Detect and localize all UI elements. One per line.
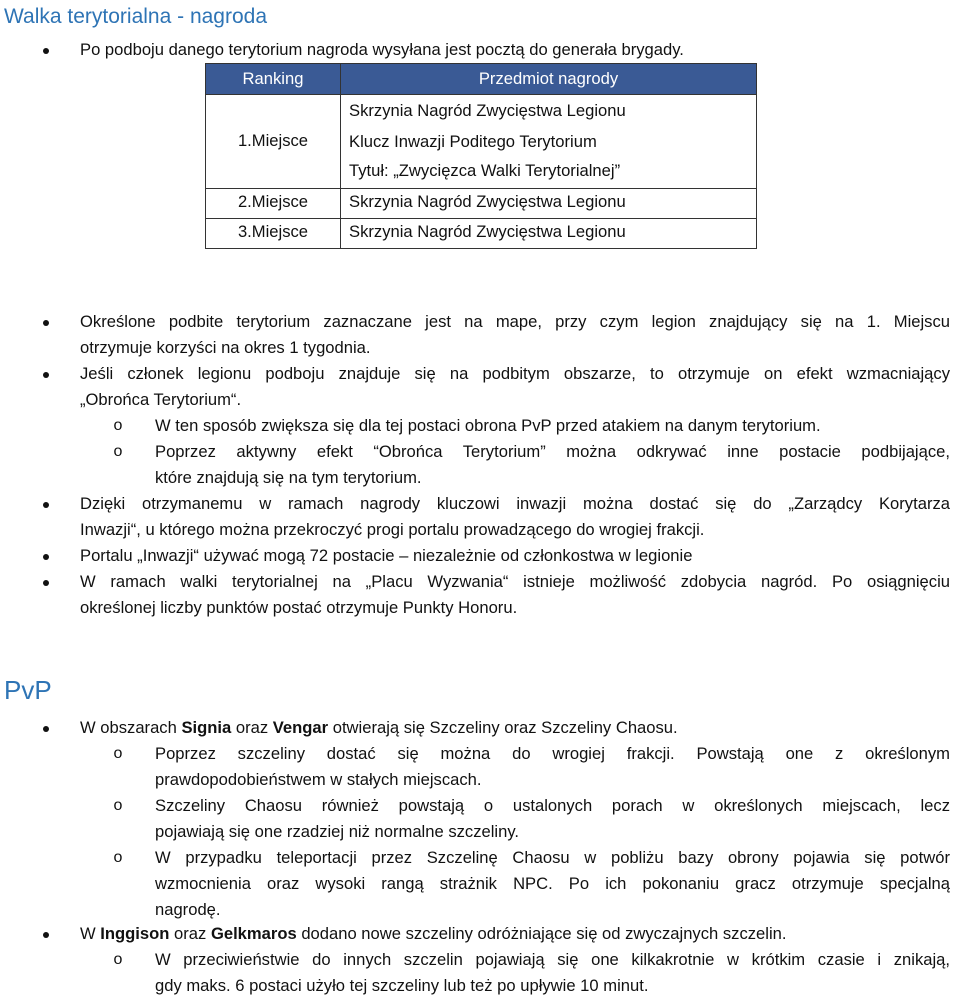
- paragraph-line: Szczeliny Chaosu również powstają o ustalonych porach w określonych miejscach, lecz: [155, 796, 950, 815]
- rank-cell: [206, 95, 341, 189]
- table-row: [206, 219, 757, 249]
- header-prize: Przedmiot nagrody: [341, 64, 757, 95]
- sub-bullet-icon: o: [113, 951, 123, 968]
- text-run: dodano nowe szczeliny odróżniające się od zwyczajnych szczelin.: [296, 924, 787, 943]
- list-item-rifts: [80, 715, 950, 741]
- paragraph-line: Jeśli członek legionu podboju znajduje się na podbitym obszarze, to otrzymuje on efekt wzmacniający: [80, 364, 950, 383]
- prize-item: Skrzynia Nagród Zwycięstwa Legionu: [349, 101, 626, 120]
- prize-item: Skrzynia Nagród Zwycięstwa Legionu: [341, 219, 757, 249]
- rank-label: 1.Miejsce: [237, 131, 309, 150]
- paragraph-line: wzmocnienia oraz wysoki rangą strażnik NPC. Po ich pokonaniu gracz otrzymuje specjalną: [155, 874, 950, 893]
- sub-item-chaos-rifts: [113, 793, 950, 845]
- sub-item-pvp-defense: [113, 413, 950, 439]
- sub-bullet-icon: o: [113, 417, 123, 434]
- sub-item-discover: [113, 439, 950, 491]
- text-run: otwierają się Szczeliny oraz Szczeliny Chaosu.: [328, 718, 678, 737]
- paragraph-line: W przypadku teleportacji przez Szczelinę Chaosu w pobliżu bazy obrony pojawia się potwór: [155, 848, 950, 867]
- prize-cell: [341, 95, 757, 189]
- place-vengar: Vengar: [272, 718, 329, 737]
- prize-item: Tytuł: „Zwycięzca Walki Terytorialnej”: [349, 161, 621, 180]
- paragraph-line: Poprzez szczeliny dostać się można do wrogiej frakcji. Powstają one z określonym: [155, 744, 950, 763]
- paragraph-line: nagrodę.: [155, 900, 221, 919]
- place-inggison: Inggison: [100, 924, 170, 943]
- sub-bullet-icon: o: [113, 745, 123, 762]
- prize-item: Skrzynia Nagród Zwycięstwa Legionu: [341, 189, 757, 219]
- list-item-invasion-key: [80, 491, 950, 543]
- sub-bullet-icon: o: [113, 797, 123, 814]
- paragraph-line: Portalu „Inwazji“ używać mogą 72 postacie – niezależnie od członkostwa w legionie: [80, 546, 693, 565]
- prize-item: Klucz Inwazji Poditego Terytorium: [349, 132, 597, 151]
- paragraph-line: [80, 715, 950, 741]
- section-title-pvp: PvP: [4, 675, 52, 705]
- rank-cell: 2.Miejsce: [206, 189, 341, 219]
- text-run: oraz: [231, 718, 273, 737]
- text-run: oraz: [169, 924, 211, 943]
- list-item-challenge-square: [80, 569, 950, 621]
- bullet-icon: [40, 309, 52, 335]
- bullet-icon: [40, 921, 52, 947]
- paragraph-line: prawdopodobieństwem w stałych miejscach.: [155, 770, 482, 789]
- bullet-icon: [40, 715, 52, 741]
- list-item-portal: [80, 543, 950, 569]
- sub-bullet-icon: o: [113, 849, 123, 866]
- text-run: W obszarach: [80, 718, 182, 737]
- bullet-icon: [40, 37, 52, 63]
- place-gelkmaros: Gelkmaros: [210, 924, 297, 943]
- paragraph-line: W ten sposób zwiększa się dla tej postaci obrona PvP przed atakiem na danym terytorium.: [155, 416, 821, 435]
- sub-bullet-icon: o: [113, 443, 123, 460]
- paragraph-line: otrzymuje korzyści na okres 1 tygodnia.: [80, 338, 371, 357]
- paragraph-line: gdy maks. 6 postaci użyło tej szczeliny lub też po upływie 10 minut.: [155, 976, 649, 995]
- paragraph-line: Poprzez aktywny efekt “Obrońca Terytorium” można odkrywać inne postacie podbijające,: [155, 442, 950, 461]
- paragraph-line: pojawiają się one rzadziej niż normalne szczeliny.: [155, 822, 520, 841]
- paragraph-line: W ramach walki terytorialnej na „Placu Wyzwania“ istnieje możliwość zdobycia nagród. Po osiągnięciu: [80, 572, 950, 591]
- paragraph-line: które znajdują się na tym terytorium.: [155, 468, 422, 487]
- table-row: [206, 95, 757, 189]
- sub-item-rift-access: [113, 741, 950, 793]
- paragraph-line: określonej liczby punktów postać otrzymuje Punkty Honoru.: [80, 598, 518, 617]
- paragraph-line: [80, 921, 950, 947]
- list-item-territory-marking: [80, 309, 950, 361]
- place-signia: Signia: [181, 718, 232, 737]
- rewards-table: [205, 63, 757, 249]
- paragraph-line: Dzięki otrzymanemu w ramach nagrody kluczowi inwazji można dostać się do „Zarządcy Korytarza: [80, 494, 950, 513]
- intro-text: Po podboju danego terytorium nagroda wysyłana jest pocztą do generała brygady.: [80, 40, 684, 59]
- list-item-intro: [80, 37, 950, 63]
- table-header-row: [206, 64, 757, 95]
- bullet-icon: [40, 491, 52, 517]
- sub-item-teleport: [113, 845, 950, 923]
- rank-cell: 3.Miejsce: [206, 219, 341, 249]
- section-title-territorial-war: Walka terytorialna - nagroda: [4, 5, 268, 28]
- bullet-icon: [40, 361, 52, 387]
- bullet-icon: [40, 569, 52, 595]
- paragraph-line: Inwazji“, u którego można przekroczyć progi portalu prowadzącego do wrogiej frakcji.: [80, 520, 705, 539]
- text-run: W: [80, 924, 101, 943]
- paragraph-line: „Obrońca Terytorium“.: [80, 390, 242, 409]
- bullet-icon: [40, 543, 52, 569]
- list-item-new-rifts: [80, 921, 950, 947]
- table-row: [206, 189, 757, 219]
- sub-item-new-rifts-behaviour: [113, 947, 950, 999]
- list-item-defender-effect: [80, 361, 950, 413]
- paragraph-line: Określone podbite terytorium zaznaczane jest na mape, przy czym legion znajdujący się na 1. Miejscu: [80, 312, 950, 331]
- paragraph-line: W przeciwieństwie do innych szczelin pojawiają się one kilkakrotnie w krótkim czasie i znikają,: [155, 950, 950, 969]
- header-ranking: Ranking: [206, 64, 341, 95]
